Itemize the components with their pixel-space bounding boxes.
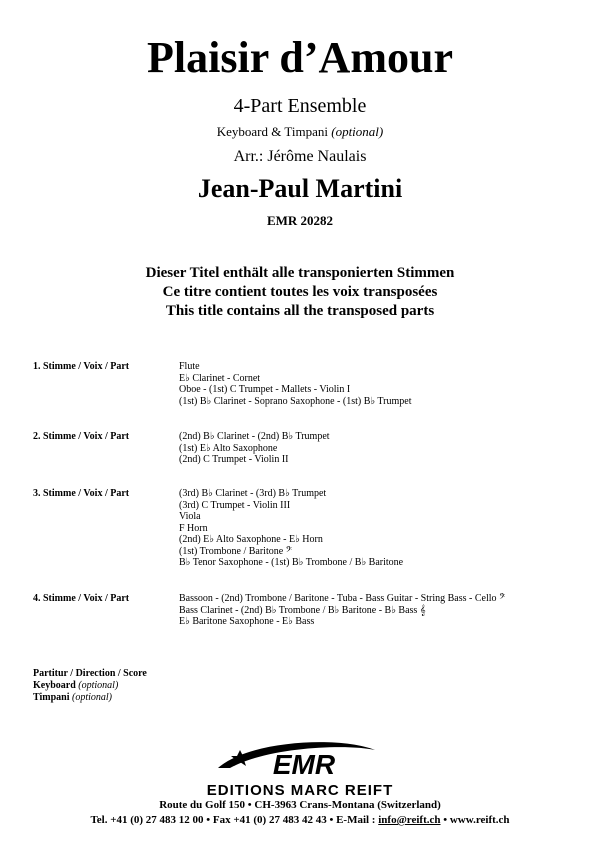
notice-line-en: This title contains all the transposed parts <box>165 303 435 319</box>
instrumentation-text: Keyboard & Timpani <box>216 124 328 139</box>
footer-contact <box>0 814 600 827</box>
timpani-label: Timpani <box>33 692 70 703</box>
arranger-line: Arr.: Jérôme Naulais <box>233 148 367 165</box>
part-instrument-list <box>179 593 573 628</box>
keyboard-label: Keyboard <box>33 680 76 691</box>
composer-name: Jean-Paul Martini <box>197 174 403 203</box>
instrument-line: (1st) E♭ Alto Saxophone <box>179 442 278 454</box>
publisher-logo <box>200 738 400 798</box>
part-label: 2. Stimme / Voix / Part <box>33 431 130 442</box>
instrument-line: (1st) Trombone / Baritone 𝄢 <box>179 545 293 557</box>
instrument-line: B♭ Tenor Saxophone - (1st) B♭ Trombone / B♭ Baritone <box>179 557 404 568</box>
instrument-line: (3rd) C Trumpet - Violin III <box>179 499 291 511</box>
footer-web[interactable]: • www.reift.ch <box>440 814 510 826</box>
transposition-notice <box>0 264 600 321</box>
part-instrument-list <box>179 488 573 569</box>
logo-mark: EMR <box>272 749 336 780</box>
page-title: Plaisir d’Amour <box>147 33 453 82</box>
logo-publisher: EDITIONS MARC REIFT <box>206 782 394 798</box>
timpani-note: (optional) <box>72 692 112 703</box>
instrument-line: Oboe - (1st) C Trumpet - Mallets - Violin I <box>179 384 351 395</box>
instrument-line: E♭ Clarinet - Cornet <box>179 372 261 384</box>
instrument-line: Bass Clarinet - (2nd) B♭ Trombone / B♭ Baritone - B♭ Bass 𝄞 <box>179 604 426 616</box>
catalog-number: EMR 20282 <box>266 213 334 228</box>
instrument-line: (1st) B♭ Clarinet - Soprano Saxophone - (1st) B♭ Trumpet <box>179 395 412 407</box>
part-label: 1. Stimme / Voix / Part <box>33 361 130 372</box>
score-line: Partitur / Direction / Score <box>33 668 147 679</box>
part-label: 4. Stimme / Voix / Part <box>33 593 130 604</box>
part-instrument-list <box>179 431 573 466</box>
instrument-line: (2nd) C Trumpet - Violin II <box>179 454 289 465</box>
instrument-line: (2nd) B♭ Clarinet - (2nd) B♭ Trumpet <box>179 431 330 442</box>
keyboard-line <box>33 680 147 692</box>
timpani-line <box>33 692 147 704</box>
score-block <box>33 668 147 704</box>
keyboard-note: (optional) <box>78 680 119 691</box>
footer-address: Route du Golf 150 • CH-3963 Crans-Montana (Switzerland) <box>159 799 441 811</box>
notice-line-fr: Ce titre contient toutes les voix transposées <box>162 284 438 300</box>
instrument-line: E♭ Baritone Saxophone - E♭ Bass <box>179 616 315 627</box>
ensemble-subtitle: 4-Part Ensemble <box>233 95 367 117</box>
instrument-line: Bassoon - (2nd) Trombone / Baritone - Tuba - Bass Guitar - String Bass - Cello 𝄢 <box>179 593 506 604</box>
instrument-line: F Horn <box>179 522 208 534</box>
part-instrument-list <box>179 361 573 407</box>
instrumentation-note: (optional) <box>331 124 384 139</box>
instrument-line: Viola <box>179 511 201 522</box>
email-link[interactable]: info@reift.ch <box>378 814 441 826</box>
notice-line-de: Dieser Titel enthält alle transponierten Stimmen <box>145 265 455 281</box>
instrument-line: (3rd) B♭ Clarinet - (3rd) B♭ Trumpet <box>179 488 327 499</box>
instrumentation-line <box>0 124 600 140</box>
part-label: 3. Stimme / Voix / Part <box>33 488 130 499</box>
instrument-line: (2nd) E♭ Alto Saxophone - E♭ Horn <box>179 534 323 545</box>
instrument-line: Flute <box>179 361 200 372</box>
footer-phone-fax: Tel. +41 (0) 27 483 12 00 • Fax +41 (0) 27 483 42 43 • E-Mail : <box>90 814 379 826</box>
